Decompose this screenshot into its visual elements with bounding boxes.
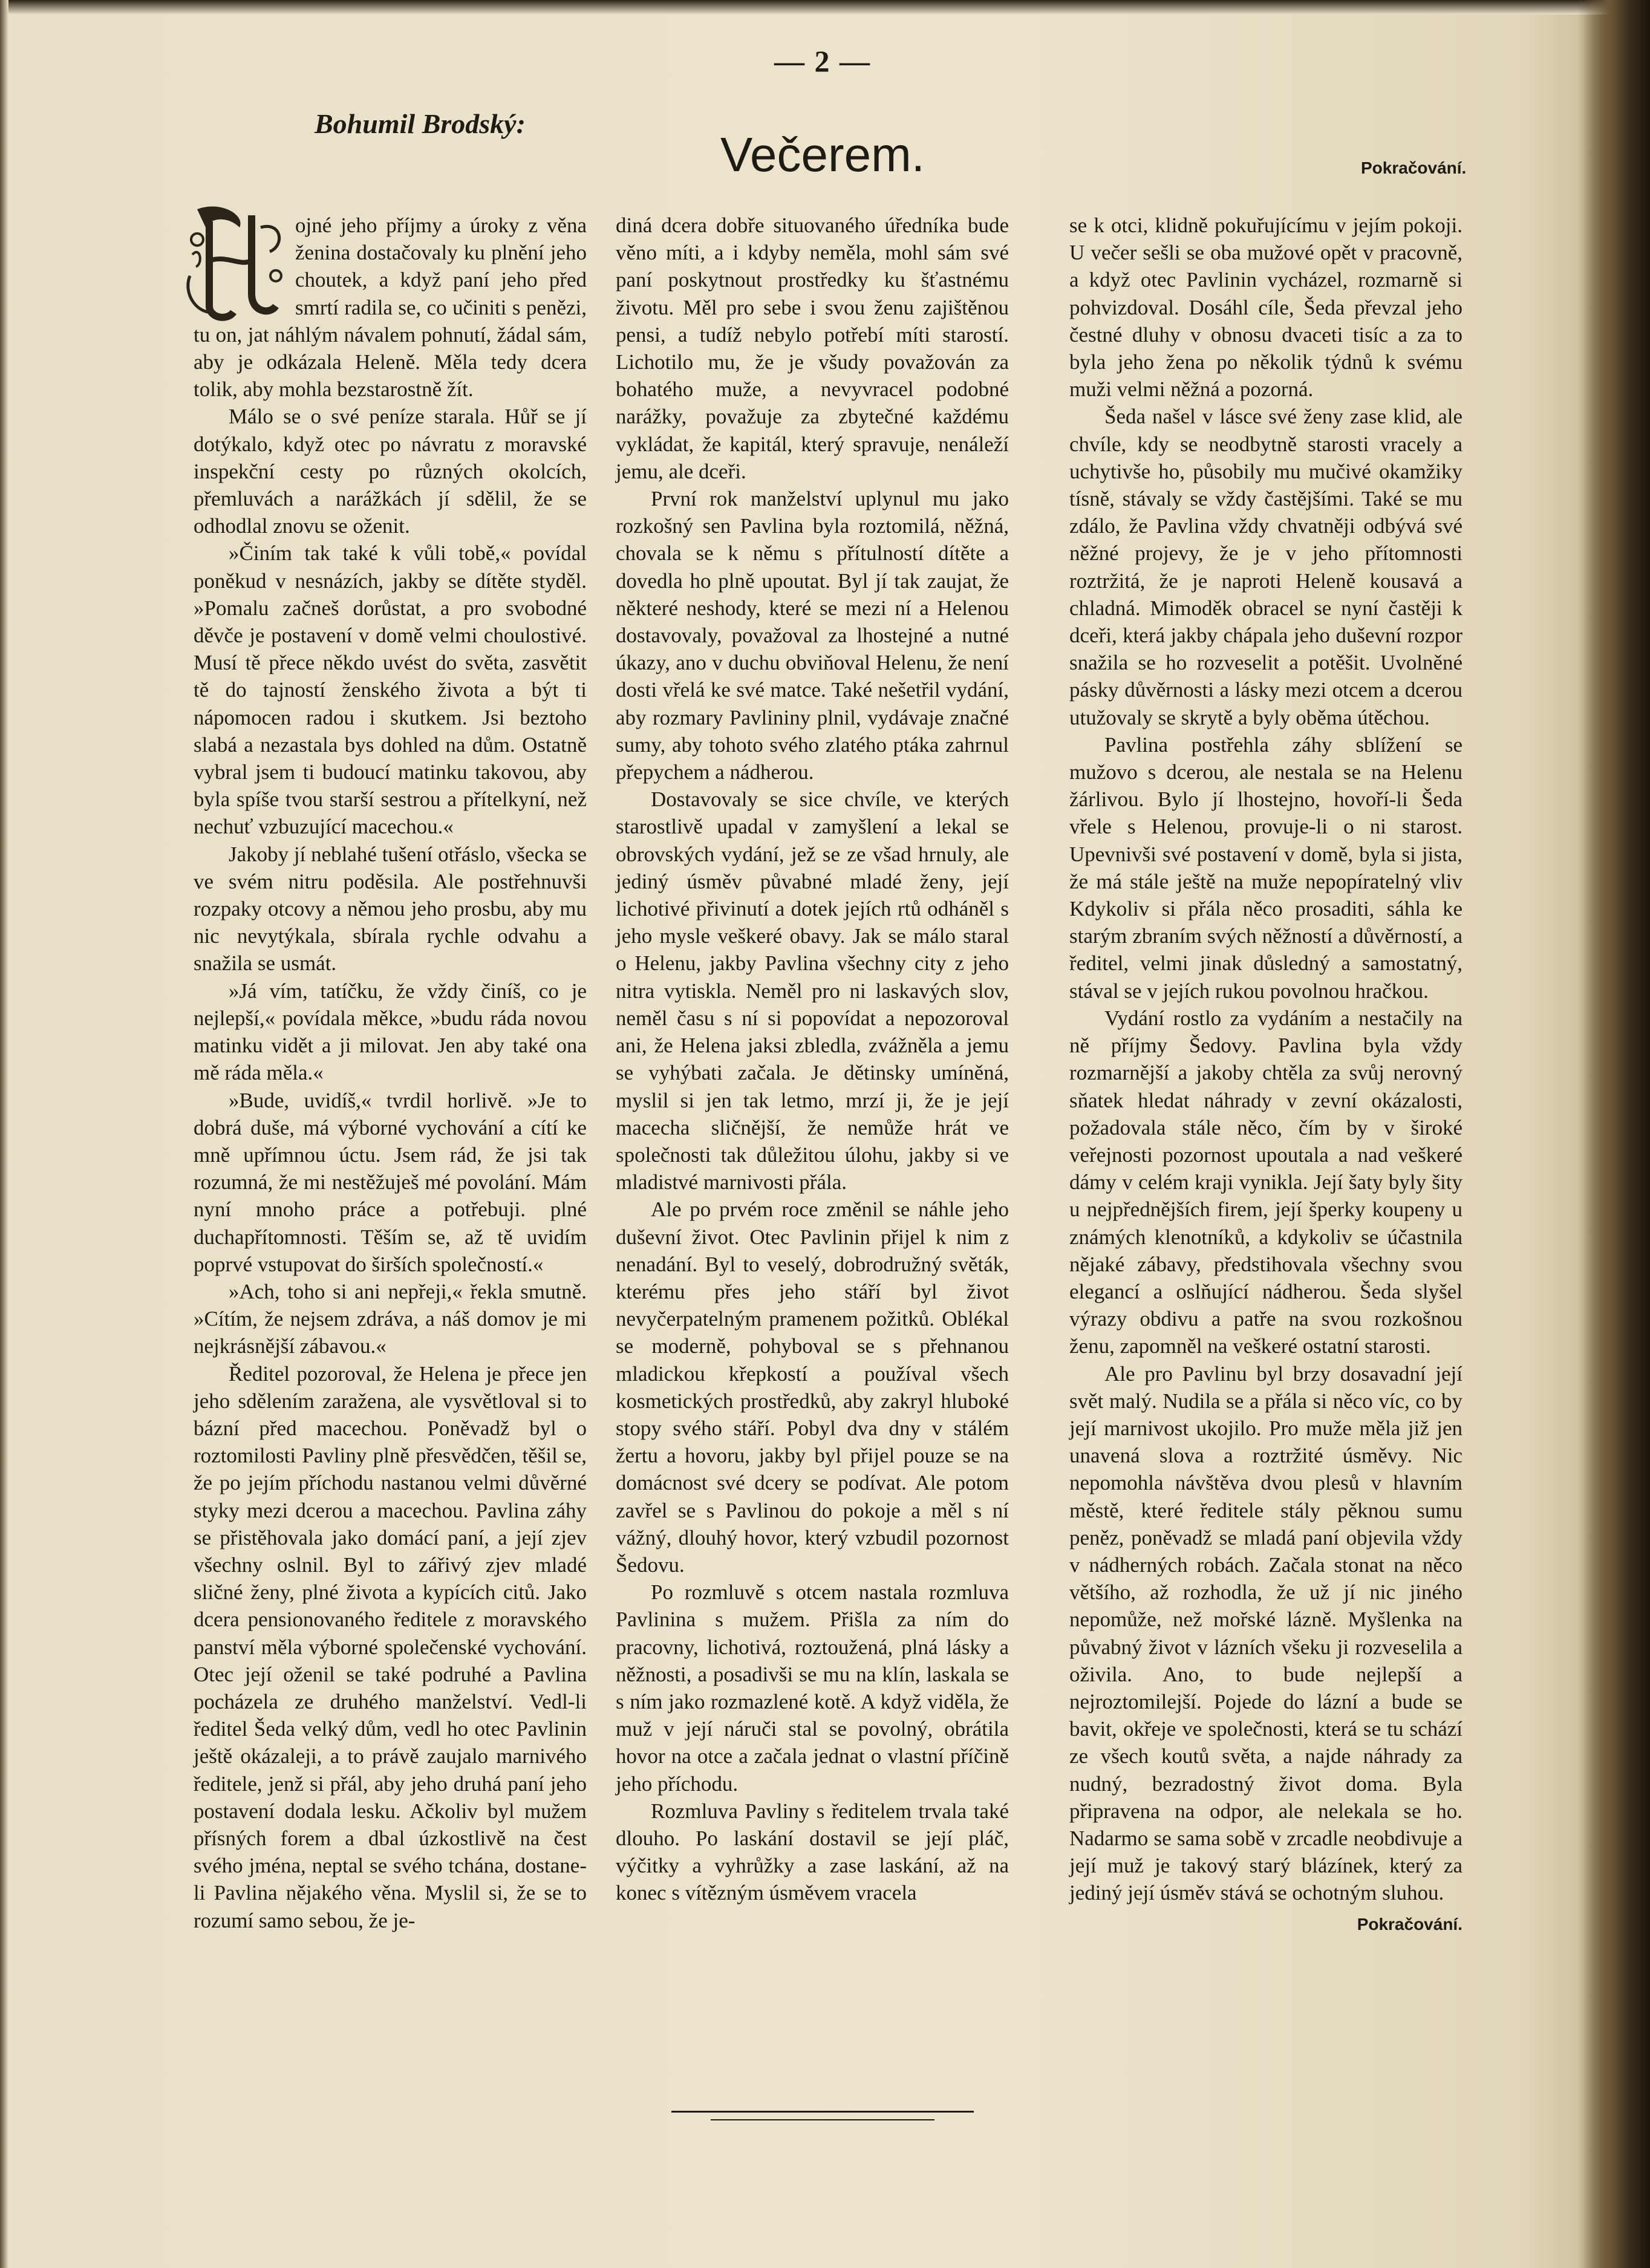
paragraph: »Ach, toho si ani nepřeji,« řekla smutně. »Cítím, že nejsem zdráva, a náš domov je mi nejkrásnější zábavou.«: [194, 1279, 587, 1358]
paragraph: »Činím tak také k vůli tobě,« povídal poněkud v nesnázích, jakby se dítěte styděl. »Pomalu začneš dorůstat, a pro svobodné děvče je postavení v domě velmi choulostivé. Musí tě přece někdo uvést do světa, zasvětit tě do tajností ženského života a být ti nápomocen radou i skutkem. Jsi beztoho slabá a nezastala bys dohled na dům. Ostatně vybral jsem ti budoucí matinku takovou, aby byla spíše tvou starší sestrou a přítelkyní, než nechuť vzbuzující macechou.«: [194, 541, 587, 839]
paragraph: Pavlina postřehla záhy sblížení se mužovo s dcerou, ale nestala se na Helenu žárlivou. Bylo jí lhostejno, hovoří-li Šeda vřele s Helenou, provuje-li o ni starost. Upevnivši své postavení v domě, byla si jista, že má stále ještě na muže nepopíratelný vliv Kdykoliv si přála něco prosaditi, sáhla ke starým zbraním svých něžností a důvěrností, a ředitel, velmi jinak důsledný a samostatný, stával se v jejích rukou povolnou hračkou.: [1069, 732, 1462, 1003]
author-name: Bohumil Brodský:: [315, 108, 526, 139]
page-number: — 2 —: [774, 44, 871, 78]
paragraph: diná dcera dobře situovaného úředníka bude věno míti, a i kdyby neměla, mohl sám své paní poskytnout prostředky ku šťastnému životu. Měl pro sebe i svou ženu zajištěnou pensi, a tudíž nebylo potřebí míti starostí. Lichotilo mu, že je všudy považován za bohatého muže, a nevyvracel podobné narážky, považuje za zbytečné každému vykládat, že kapitál, který spravuje, nenáleží jemu, ale dceři.: [616, 213, 1009, 483]
page-left-edge: [0, 0, 8, 2268]
article-title: Večerem.: [720, 128, 925, 181]
ornamental-dropcap: [185, 203, 287, 316]
dropcap-ornament-icon: [185, 203, 287, 324]
continued-label-end: Pokračování.: [1357, 1914, 1462, 1934]
paragraph: Dostavovaly se sice chvíle, ve kterých starostlivě upadal v zamyšlení a lekal se obrovských vydání, jež se ze všad hrnuly, ale jediný úsměv půvabné mladé ženy, její lichotivé přivinutí a dotek jejích rtů odháněl s jeho mysle veškeré obavy. Jak se málo staral o Helenu, jakby Pavlina všechny city z jeho nitra vytiskla. Neměl pro ni laskavých slov, neměl času s ní si popovídat a nepozoroval ani, že Helena jaksi zbledla, zvážněla a jemu se vyhýbati začala. Je dětinsky umíněná, myslil si jen tak letmo, mrzí ji, že je její macecha sličnější, že nemůže hrát ve společnosti tak důležitou úlohu, jakby si ve mladistvé marnivosti přála.: [616, 787, 1009, 1194]
paragraph: První rok manželství uplynul mu jako rozkošný sen Pavlina byla roztomilá, něžná, chovala se k němu s přítulností dítěte a dovedla ho plně upoutat. Byl jí tak zaujat, že některé neshody, které se mezi ní a Helenou dostavovaly, považoval za lhostejné a nutné úkazy, ano v duchu obviňoval Helenu, že není dosti vřelá ke své matce. Také nešetřil vydání, aby rozmary Pavlininy plnil, vydávaje značné sumy, aby tohoto svého zlatého ptáka zahrnul přepychem a nádherou.: [616, 487, 1009, 784]
page-binding-shadow: [1577, 0, 1650, 2268]
paragraph: »Bude, uvidíš,« tvrdil horlivě. »Je to dobrá duše, má výborné vychování a cítí ke mně upřímnou úctu. Jsem rád, že jsi tak rozumná, že mi nestěžuješ mé povolání. Mám nyní mnoho práce a potřebuji. plné duchapřítomnosti. Těším se, až tě uvidím poprvé vstupovat do širších společností.«: [194, 1088, 587, 1276]
paragraph: Vydání rostlo za vydáním a nestačily na ně příjmy Šedovy. Pavlina byla vždy rozmarnější a jakoby chtěla za svůj nerovný sňatek hledat náhrady v zevní okázalosti, požadovala stále něco, čím by v široké veřejnosti pozornost upoutala a nad veškeré dámy v celém kraji vynikla. Její šaty byly šity u nejpřednějších firem, její šperky koupeny u známých klenotníků, a kdykoliv se účastnila nějaké zábavy, předstihovala všechny svou elegancí a oslňující nádherou. Šeda slyšel výrazy obdivu a patře na svou rozkošnou ženu, zapomněl na veškeré ostatní starosti.: [1069, 1006, 1462, 1358]
text-column-3: [1069, 212, 1462, 1938]
continued-label-top: Pokračování.: [1361, 158, 1467, 177]
paragraph: se k otci, klidně pokuřujícímu v jejím pokoji. U večer sešli se oba mužové opět v pracovně, a když otec Pavlinin vycházel, rozmarně si pohvizdoval. Dosáhl cíle, Šeda převzal jeho čestné dluhy v obnosu dvaceti tisíc a za to byla jeho žena po několik týdnů k svému muži velmi něžná a pozorná.: [1069, 213, 1462, 402]
paragraph: Ale pro Pavlinu byl brzy dosavadní její svět malý. Nudila se a přála si něco víc, co by její marnivost ukojilo. Pro muže měla již jen unavená slova a roztržité úsměvy. Nic nepomohla návštěva dvou plesů v hlavním městě, které ředitele stály pěknou sumu peněz, poněvadž se mladá paní objevila vždy v nádherných robách. Začala stonat na něco většího, až rozhodla, že už jí nic jiného nepomůže, než mořské lázně. Myšlenka na půvabný život v lázních všeku ji rozveselila a oživila. Ano, to bude nejlepší a nejroztomilejší. Pojede do lázní a bude se bavit, okřeje ve společnosti, která se tu schází ze všech koutů světa, a najde náhrady za nudný, bezradostný život doma. Byla připravena na odpor, ale nelekala se ho. Nadarmo se sama sobě v zrcadle neobdivuje a její muž je takový starý blázínek, který za jediný její úsměv stává se ochotným sluhou.: [1069, 1361, 1462, 1905]
closing-rule: [671, 2111, 974, 2113]
paragraph: Ale po prvém roce změnil se náhle jeho duševní život. Otec Pavlinin přijel k nim z nenadání. Byl to veselý, dobrodružný světák, kterému přes jeho stáří byl život nevyčerpatelným pramenem požitků. Oblékal se moderně, pohyboval se s přehnanou mladickou křepkostí a používal všech kosmetických prostředků, aby zakryl hluboké stopy svého stáří. Pobyl dva dny v stálém žertu a hovoru, jakby byl přijel pouze se na domácnost své dcery se podívat. Ale potom zavřel se s Pavlinou do pokoje a měl s ní vážný, dlouhý hovor, který vzbudil pozornost Šedovu.: [616, 1198, 1009, 1577]
paragraph: Rozmluva Pavliny s ředitelem trvala také dlouho. Po laskání dostavil se její pláč, výčitky a vyhrůžky a zase laskání, až na konec s vítězným úsměvem vracela: [616, 1799, 1009, 1905]
paragraph: Jakoby jí neblahé tušení otřáslo, všecka se ve svém nitru poděsila. Ale postřehnuvši rozpaky otcovy a němou jeho prosbu, aby mu nic nevytýkala, sbírala rychle odvahu a snažila se usmát.: [194, 842, 587, 976]
paragraph: Šeda našel v lásce své ženy zase klid, ale chvíle, kdy se neodbytně starosti vracely a uchytivše ho, působily mu mučivé okamžiky tísně, stávaly se vždy častějšími. Také se mu zdálo, že Pavlina vždy chvatněji odbývá své něžné projevy, že je v jeho přítomnosti roztržitá, že je naproti Heleně kousavá a chladná. Mimoděk obracel se nyní častěji k dceři, která jakby chápala jeho duševní rozpor snažila se ho rozveselit a potěšit. Uvolněné pásky důvěrnosti a lásky mezi otcem a dcerou utužovaly se skrytě a byly oběma útěchou.: [1069, 405, 1462, 729]
page-top-shadow: [0, 0, 1650, 15]
paragraph: Po rozmluvě s otcem nastala rozmluva Pavlinina s mužem. Přišla za ním do pracovny, lichotivá, roztoužená, plná lásky a něžnosti, a posadivši se mu na klín, laskala se s ním jako rozmazlené kotě. A když viděla, že muž v její náruči stal se povolný, obrátila hovor na otce a začala jednat o vlastní příčině jeho příchodu.: [616, 1580, 1009, 1796]
text-column-2: [616, 212, 1009, 1907]
paragraph: Málo se o své peníze starala. Hůř se jí dotýkalo, když otec po návratu z moravské inspekční cesty po různých okolcích, přemluvách a narážkách jí sdělil, že se odhodlal znovu se oženit.: [194, 405, 587, 538]
paragraph: ojné jeho příjmy a úroky z věna ženina dostačovaly ku plnění jeho choutek, a když paní jeho před smrtí radila se, co učiniti s penězi, tu on, jat náhlým návalem pohnutí, žádal sám, aby je odkázala Heleně. Měla tedy dcera tolik, aby mohla bezstarostně žít.: [194, 213, 587, 402]
text-column-1: [194, 212, 587, 1934]
paragraph: Ředitel pozoroval, že Helena je přece jen jeho sdělením zaražena, ale vysvětloval si to bázní před macechou. Poněvadž byl o roztomilosti Pavliny plně přesvědčen, těšil se, že po jejím příchodu nastanou velmi důvěrné styky mezi dcerou a macechou. Pavlina záhy se přistěhovala jako domácí paní, a její zjev všechny oslnil. Byl to zářivý zjev mladé sličné ženy, plné života a kypících citů. Jako dcera pensionovaného ředitele z moravského panství měla výborné společenské vychování. Otec její oženil se také podruhé a Pavlina pocházela ze druhého manželství. Vedl-li ředitel Šeda velký dům, vedl ho otec Pavlinin ještě okázaleji, a to právě zaujalo marnivého ředitele, jenž si přál, aby jeho druhá paní jeho postavení dodala lesku. Ačkoliv byl mužem přísných forem a dbal úzkostlivě na čest svého jména, neptal se svého tchána, dostane-li Pavlina nějakého věna. Myslil si, že se to rozumí samo sebou, že je-: [194, 1361, 587, 1932]
paragraph: »Já vím, tatíčku, že vždy činíš, co je nejlepší,« povídala měkce, »budu ráda novou matinku vidět a ji milovat. Jen aby také ona mě ráda měla.«: [194, 979, 587, 1085]
closing-rule-short: [711, 2119, 934, 2120]
